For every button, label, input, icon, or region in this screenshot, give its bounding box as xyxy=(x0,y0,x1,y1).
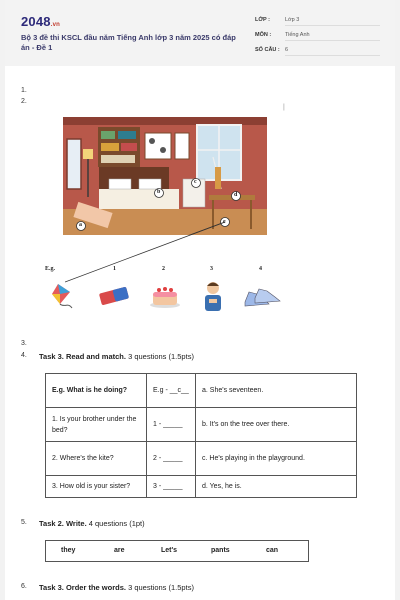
word-item: pants xyxy=(211,547,230,554)
word-box xyxy=(45,540,309,562)
match-question: E.g. What is he doing? xyxy=(46,374,147,408)
item-number: 3 xyxy=(210,266,213,272)
example-connector-line xyxy=(65,222,235,284)
item-number: 1 xyxy=(113,266,116,272)
question-number: 6. xyxy=(21,583,27,590)
table-row xyxy=(46,476,357,498)
match-answer: d. Yes, he is. xyxy=(196,476,357,498)
text-cursor-marker: | xyxy=(283,104,285,111)
match-question: 1. Is your brother under the bed? xyxy=(46,408,147,442)
match-table xyxy=(45,373,357,498)
match-blank[interactable]: 1 - _____ xyxy=(147,408,196,442)
page xyxy=(5,0,395,600)
sneakers-icon xyxy=(243,284,283,310)
match-blank[interactable]: 2 - _____ xyxy=(147,442,196,476)
table-row xyxy=(46,442,357,476)
question-number: 2. xyxy=(21,98,27,105)
question-number: 4. xyxy=(21,352,27,359)
table-row xyxy=(46,374,357,408)
match-answer: a. She's seventeen. xyxy=(196,374,357,408)
table-row xyxy=(46,408,357,442)
match-answer: c. He's playing in the playground. xyxy=(196,442,357,476)
picture-label-b: b xyxy=(157,189,161,195)
eraser-icon xyxy=(98,284,132,308)
word-item: can xyxy=(266,547,279,554)
picture-label-d: d xyxy=(234,192,238,198)
word-item: Let's xyxy=(161,547,178,554)
task-write-heading: Task 2. Write. 4 questions (1pt) xyxy=(39,519,145,528)
item-number: 2 xyxy=(162,266,165,272)
task-order-heading: Task 3. Order the words. 3 questions (1.5pts) xyxy=(39,583,194,592)
birthday-cake-icon xyxy=(148,280,182,310)
match-blank[interactable]: 3 - _____ xyxy=(147,476,196,498)
header: 2048.vn Bộ 3 đề thi KSCL đầu năm Tiếng Anh lớp 3 năm 2025 có đáp án - Đề 1 LỚP : Lớp 3 MÔN : Tiếng Anh SỐ CÂU : 6 xyxy=(5,0,395,66)
picture-label-c: c xyxy=(194,179,197,185)
bedroom-illustration xyxy=(63,117,267,235)
logo[interactable]: 2048.vn xyxy=(21,14,61,29)
match-question: 3. How old is your sister? xyxy=(46,476,147,498)
picture-label-a: a xyxy=(79,222,82,228)
match-question: 2. Where's the kite? xyxy=(46,442,147,476)
item-number: 4 xyxy=(259,266,262,272)
match-blank[interactable]: E.g - __c__ xyxy=(147,374,196,408)
question-number: 3. xyxy=(21,340,27,347)
match-answer: b. It's on the tree over there. xyxy=(196,408,357,442)
document-title: Bộ 3 đề thi KSCL đầu năm Tiếng Anh lớp 3 năm 2025 có đáp án - Đề 1 xyxy=(21,33,236,52)
boy-icon xyxy=(200,279,226,313)
kite-icon xyxy=(50,282,78,312)
question-number: 1. xyxy=(21,87,27,94)
question-number: 5. xyxy=(21,519,27,526)
example-label: E.g. xyxy=(45,266,56,272)
word-item: they xyxy=(61,547,76,554)
task-match-heading: Task 3. Read and match. 3 questions (1.5pts) xyxy=(39,352,194,361)
word-item: are xyxy=(114,547,125,554)
